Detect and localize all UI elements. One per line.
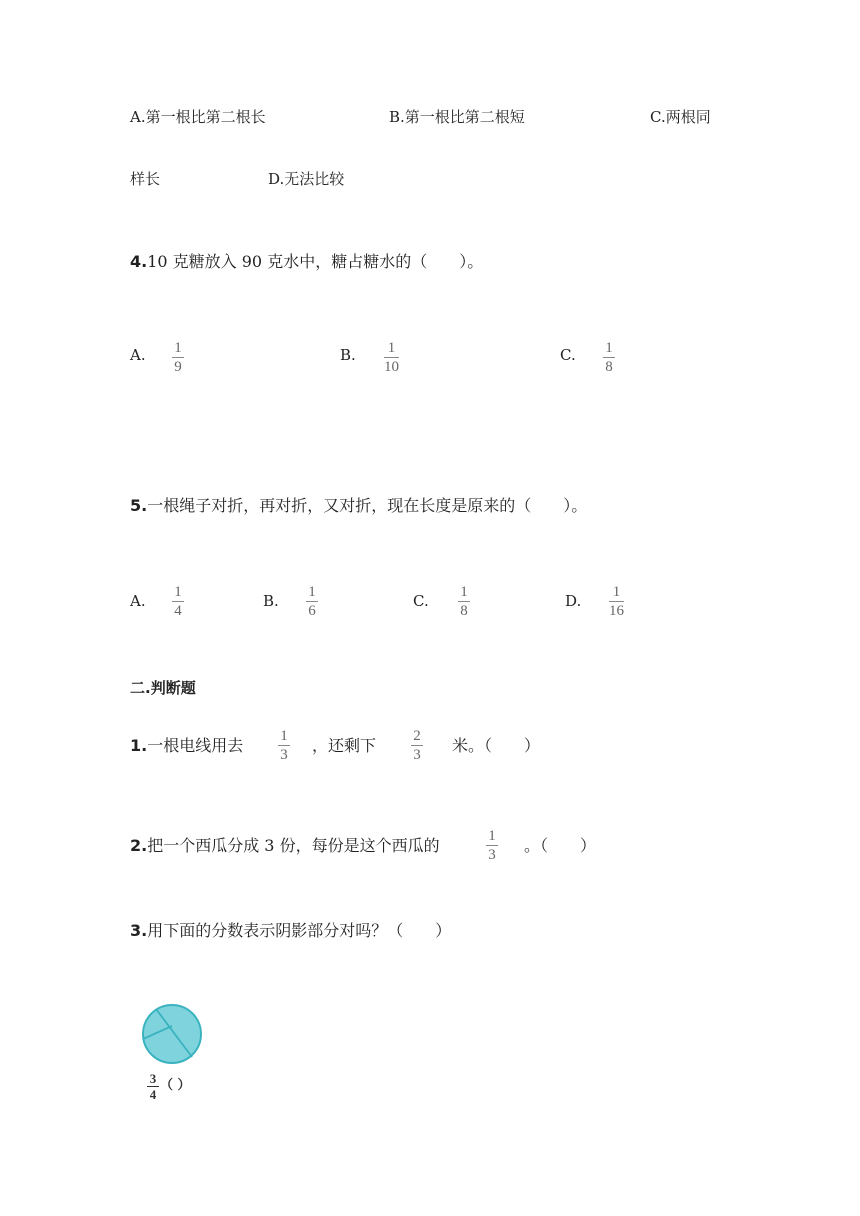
denominator: 8 (460, 603, 468, 619)
judge-1-text-a (130, 733, 243, 756)
numerator: 1 (460, 584, 468, 600)
figure-caption-fraction (147, 1072, 159, 1101)
q4-option-b-fraction (384, 340, 399, 375)
q5-option-c-fraction (458, 584, 470, 619)
numerator: 1 (308, 584, 316, 600)
fraction-bar (458, 601, 470, 602)
numerator: 1 (174, 584, 182, 600)
judge-2-fraction (486, 828, 498, 863)
q5-option-d-fraction (609, 584, 624, 619)
question-number: 2. (130, 836, 148, 855)
denominator: 4 (149, 1087, 157, 1102)
fraction-bar (411, 745, 423, 746)
denominator: 16 (609, 603, 624, 619)
denominator: 3 (413, 747, 421, 763)
denominator: 4 (174, 603, 182, 619)
circle-shape (143, 1005, 201, 1063)
judge-1-fraction-left (411, 728, 423, 763)
q4-option-c-label: C. (560, 346, 576, 364)
fraction-bar (172, 357, 184, 358)
q5-option-c-label: C. (413, 592, 429, 610)
question-text: 用下面的分数表示阴影部分对吗？（ ） (147, 921, 452, 940)
numerator: 1 (280, 728, 288, 744)
denominator: 3 (280, 747, 288, 763)
question-text: 一根电线用去 (147, 736, 244, 755)
q4-option-a-fraction (172, 340, 184, 375)
q5-option-b-label: B. (263, 592, 279, 610)
q3-option-c: C.两根同 (650, 108, 711, 126)
q5-option-b-fraction (306, 584, 318, 619)
question-text: 10 克糖放入 90 克水中，糖占糖水的（ ）。 (147, 252, 484, 271)
q5-option-a-fraction (172, 584, 184, 619)
fraction-bar (384, 357, 399, 358)
question-4 (130, 249, 483, 272)
denominator: 8 (605, 359, 613, 375)
numerator: 1 (174, 340, 182, 356)
fraction-bar (609, 601, 624, 602)
judge-3 (130, 918, 451, 941)
numerator: 1 (612, 584, 621, 600)
judge-2-text-a (130, 833, 440, 856)
q5-option-a-label: A. (130, 592, 146, 610)
denominator: 10 (384, 359, 399, 375)
fraction-bar (486, 845, 498, 846)
judge-1-text-c: 米。（ ） (452, 736, 541, 755)
judge-2-text-b: 。（ ） (524, 836, 597, 855)
denominator: 3 (488, 847, 496, 863)
question-text: 把一个西瓜分成 3 份，每份是这个西瓜的 (147, 836, 440, 855)
question-number: 4. (130, 252, 148, 271)
fraction-bar (603, 357, 615, 358)
judge-1-text-b: ，还剩下 (312, 736, 377, 755)
question-5 (130, 493, 587, 516)
judge-1-fraction-used (278, 728, 290, 763)
q3-option-b: B.第一根比第二根短 (389, 108, 525, 126)
question-number: 3. (130, 921, 148, 940)
fraction-bar (306, 601, 318, 602)
numerator: 1 (488, 828, 496, 844)
numerator: 1 (387, 340, 396, 356)
numerator: 2 (413, 728, 421, 744)
q4-option-c-fraction (603, 340, 615, 375)
question-number: 5. (130, 496, 148, 515)
numerator: 3 (149, 1071, 157, 1086)
numerator: 1 (605, 340, 613, 356)
q3-option-a: A.第一根比第二根长 (130, 108, 266, 126)
question-number: 1. (130, 736, 148, 755)
fraction-bar (278, 745, 290, 746)
q4-option-b-label: B. (340, 346, 356, 364)
fraction-bar (172, 601, 184, 602)
q5-option-d-label: D. (565, 592, 582, 610)
figure-caption-paren: （ ） (160, 1078, 191, 1093)
q3-option-c-continued: 样长 (130, 170, 161, 188)
q4-option-a-label: A. (130, 346, 146, 364)
denominator: 6 (308, 603, 316, 619)
shaded-circle-figure (140, 1002, 204, 1066)
q3-option-d: D.无法比较 (268, 170, 345, 188)
question-text: 一根绳子对折，再对折，又对折，现在长度是原来的（ ）。 (147, 496, 588, 515)
section-title: 二.判断题 (130, 679, 196, 697)
denominator: 9 (174, 359, 182, 375)
